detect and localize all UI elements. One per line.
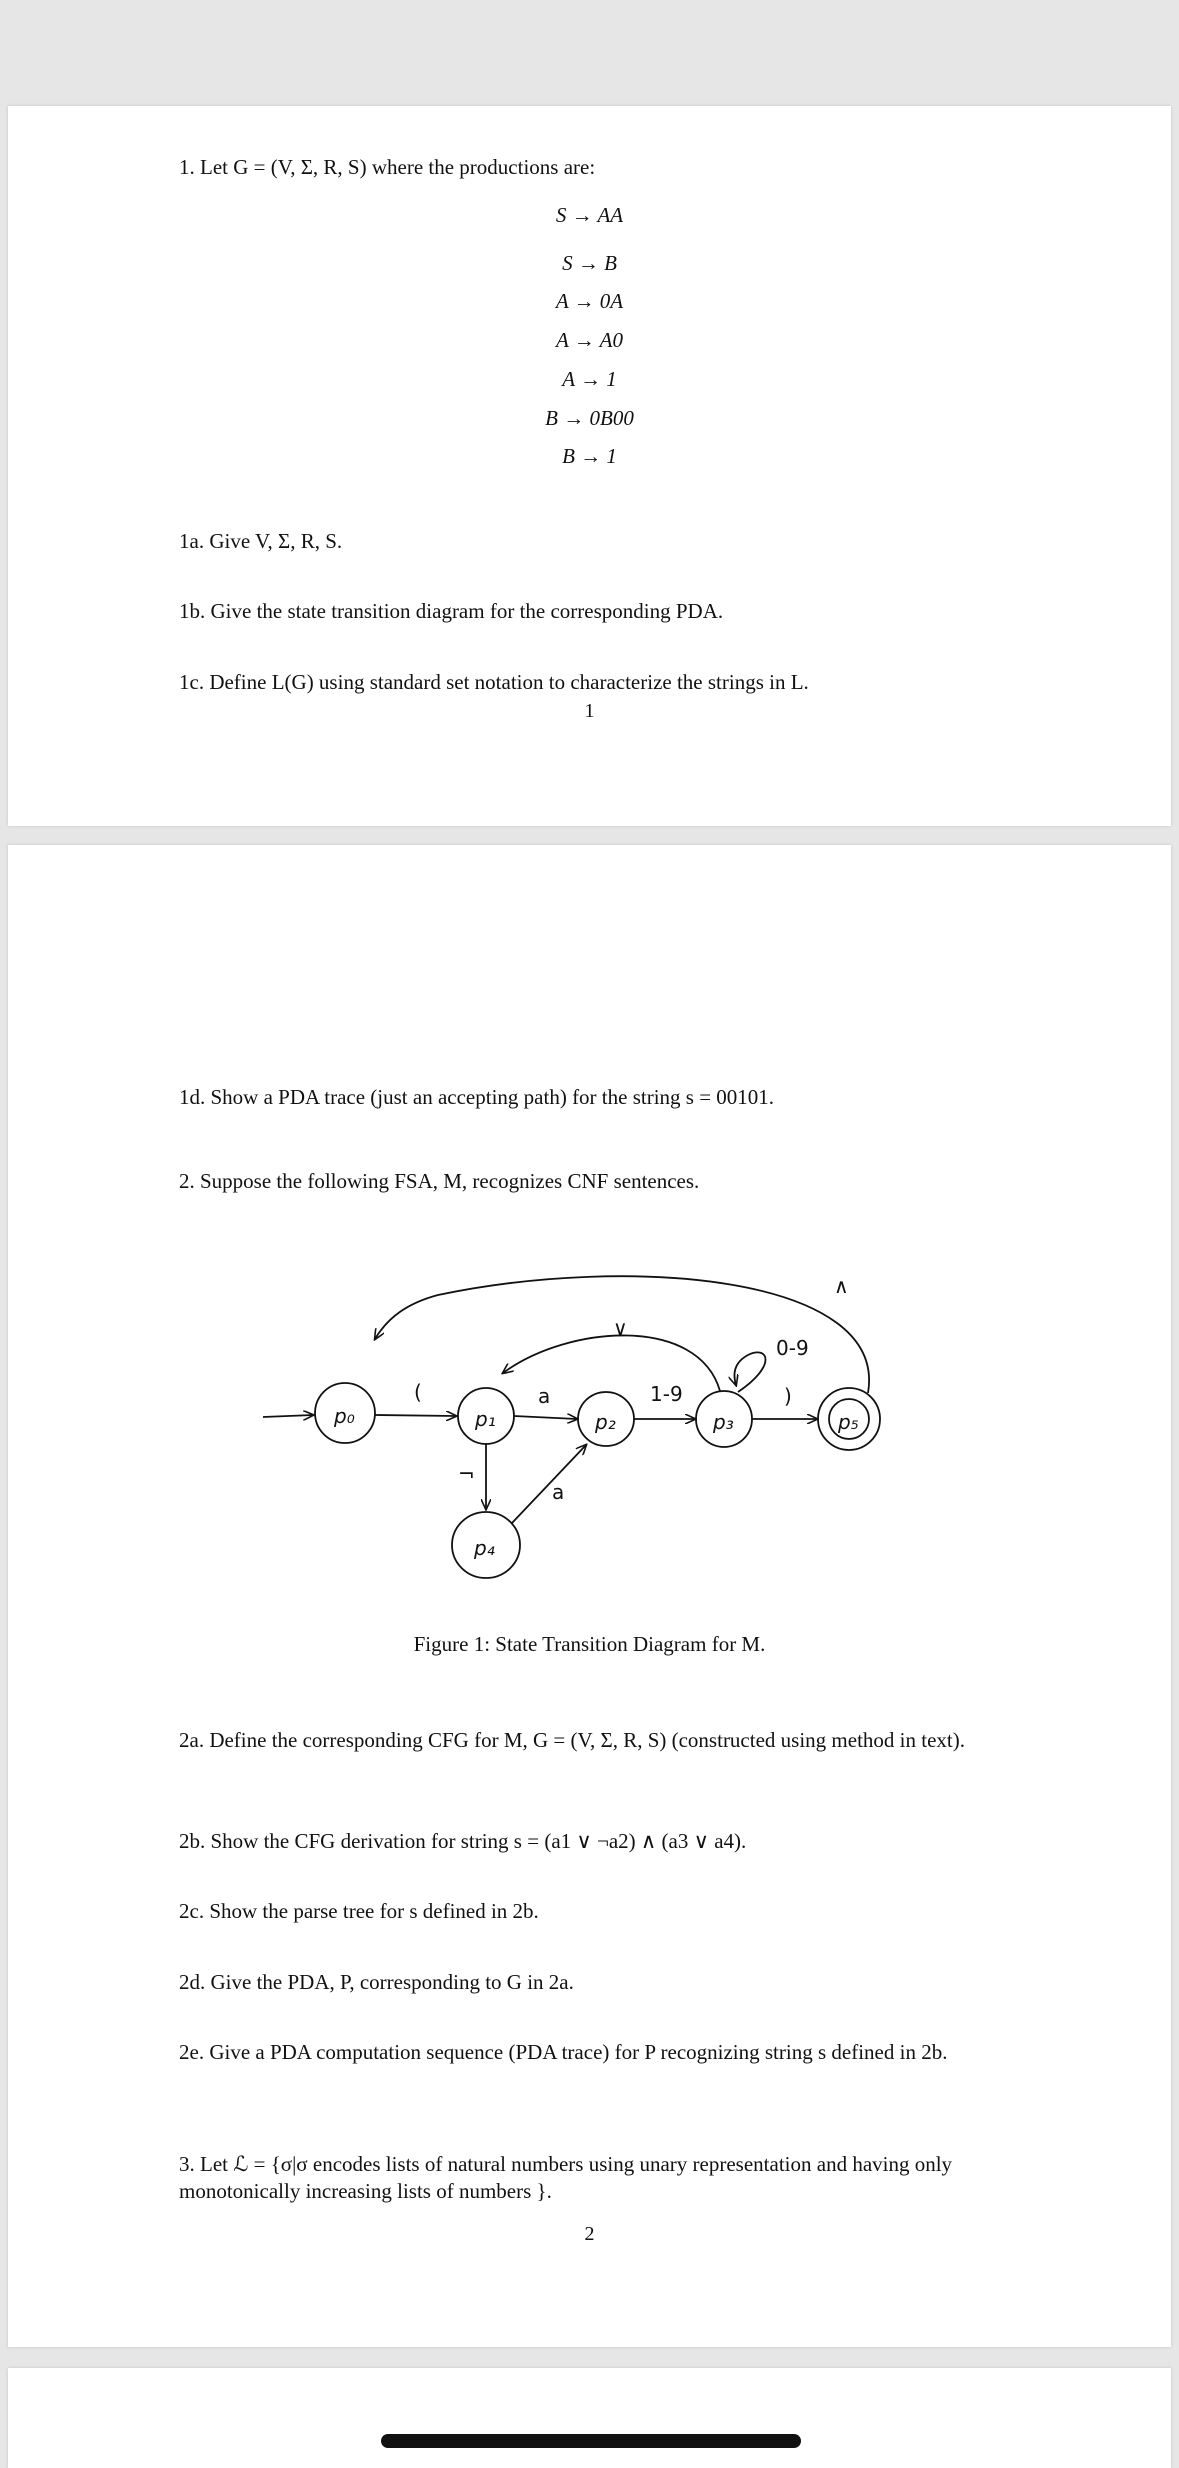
edge-p3-p1: [503, 1335, 720, 1391]
edge-label-p3-p1: ∨: [613, 1316, 628, 1340]
edge-p1-p2: [514, 1416, 577, 1419]
question-1c: 1c. Define L(G) using standard set notation to characterize the strings in L.: [179, 670, 809, 694]
question-1a: 1a. Give V, Σ, R, S.: [179, 529, 343, 553]
edge-label-p1-p4: ¬: [458, 1462, 475, 1486]
edge-label-p3-p5: ): [784, 1384, 792, 1408]
document-page-3: [8, 2368, 1171, 2468]
edge-label-p1-p2: a: [538, 1384, 551, 1408]
state-label-p0: p₀: [334, 1404, 355, 1428]
production-3: A → 0A: [555, 289, 624, 313]
state-label-p5: p₅: [838, 1410, 859, 1434]
fsa-state-transition-diagram: [8, 845, 1171, 2347]
page-number: 2: [584, 2223, 595, 2245]
home-indicator[interactable]: [381, 2434, 801, 2448]
production-6: B → 0B00: [545, 406, 634, 430]
edge-label-p4-p2: a: [552, 1480, 565, 1504]
figure-caption: Figure 1: State Transition Diagram for M.: [413, 1632, 766, 1656]
edge-label-p5-p0: ∧: [834, 1274, 849, 1298]
production-5: A → 1: [562, 367, 617, 391]
edge-p3-loop: [734, 1352, 765, 1392]
state-label-p3: p₃: [713, 1410, 734, 1434]
question-3: 3. Let ℒ = {σ|σ encodes lists of natural numbers using unary representation and having only monotonically increasing lists of numbers }.: [179, 2152, 953, 2203]
page-number: 1: [584, 700, 595, 722]
question-1-intro: 1. Let G = (V, Σ, R, S) where the productions are:: [179, 155, 596, 179]
state-label-p4: p₄: [474, 1536, 495, 1560]
question-2e: 2e. Give a PDA computation sequence (PDA trace) for P recognizing string s defined in 2b.: [179, 2040, 948, 2064]
state-label-p1: p₁: [475, 1407, 496, 1431]
production-1: S → AA: [555, 203, 624, 227]
question-2c: 2c. Show the parse tree for s defined in 2b.: [179, 1899, 539, 1923]
question-2d: 2d. Give the PDA, P, corresponding to G in 2a.: [179, 1970, 574, 1994]
edge-label-p2-p3: 1-9: [650, 1382, 683, 1406]
document-page-2: [8, 845, 1171, 2347]
question-1d: 1d. Show a PDA trace (just an accepting path) for the string s = 00101.: [179, 1085, 775, 1109]
state-label-p2: p₂: [595, 1410, 616, 1434]
question-2a: 2a. Define the corresponding CFG for M, G = (V, Σ, R, S) (constructed using method in text).: [179, 1728, 965, 1752]
production-4: A → A0: [556, 328, 623, 352]
document-page-1: [8, 106, 1171, 826]
edge-label-p0-p1: (: [414, 1380, 422, 1404]
edge-p4-p2: [512, 1445, 586, 1523]
edge-label-p3-loop: 0-9: [776, 1336, 809, 1360]
question-2b: 2b. Show the CFG derivation for string s = (a1 ∨ ¬a2) ∧ (a3 ∨ a4).: [179, 1829, 747, 1853]
start-arrow: [263, 1415, 313, 1417]
question-1b: 1b. Give the state transition diagram for the corresponding PDA.: [179, 599, 724, 623]
production-2: S → B: [562, 251, 617, 275]
question-2-intro: 2. Suppose the following FSA, M, recognizes CNF sentences.: [179, 1169, 700, 1193]
edge-p0-p1: [375, 1415, 456, 1416]
production-7: B → 1: [562, 444, 617, 468]
